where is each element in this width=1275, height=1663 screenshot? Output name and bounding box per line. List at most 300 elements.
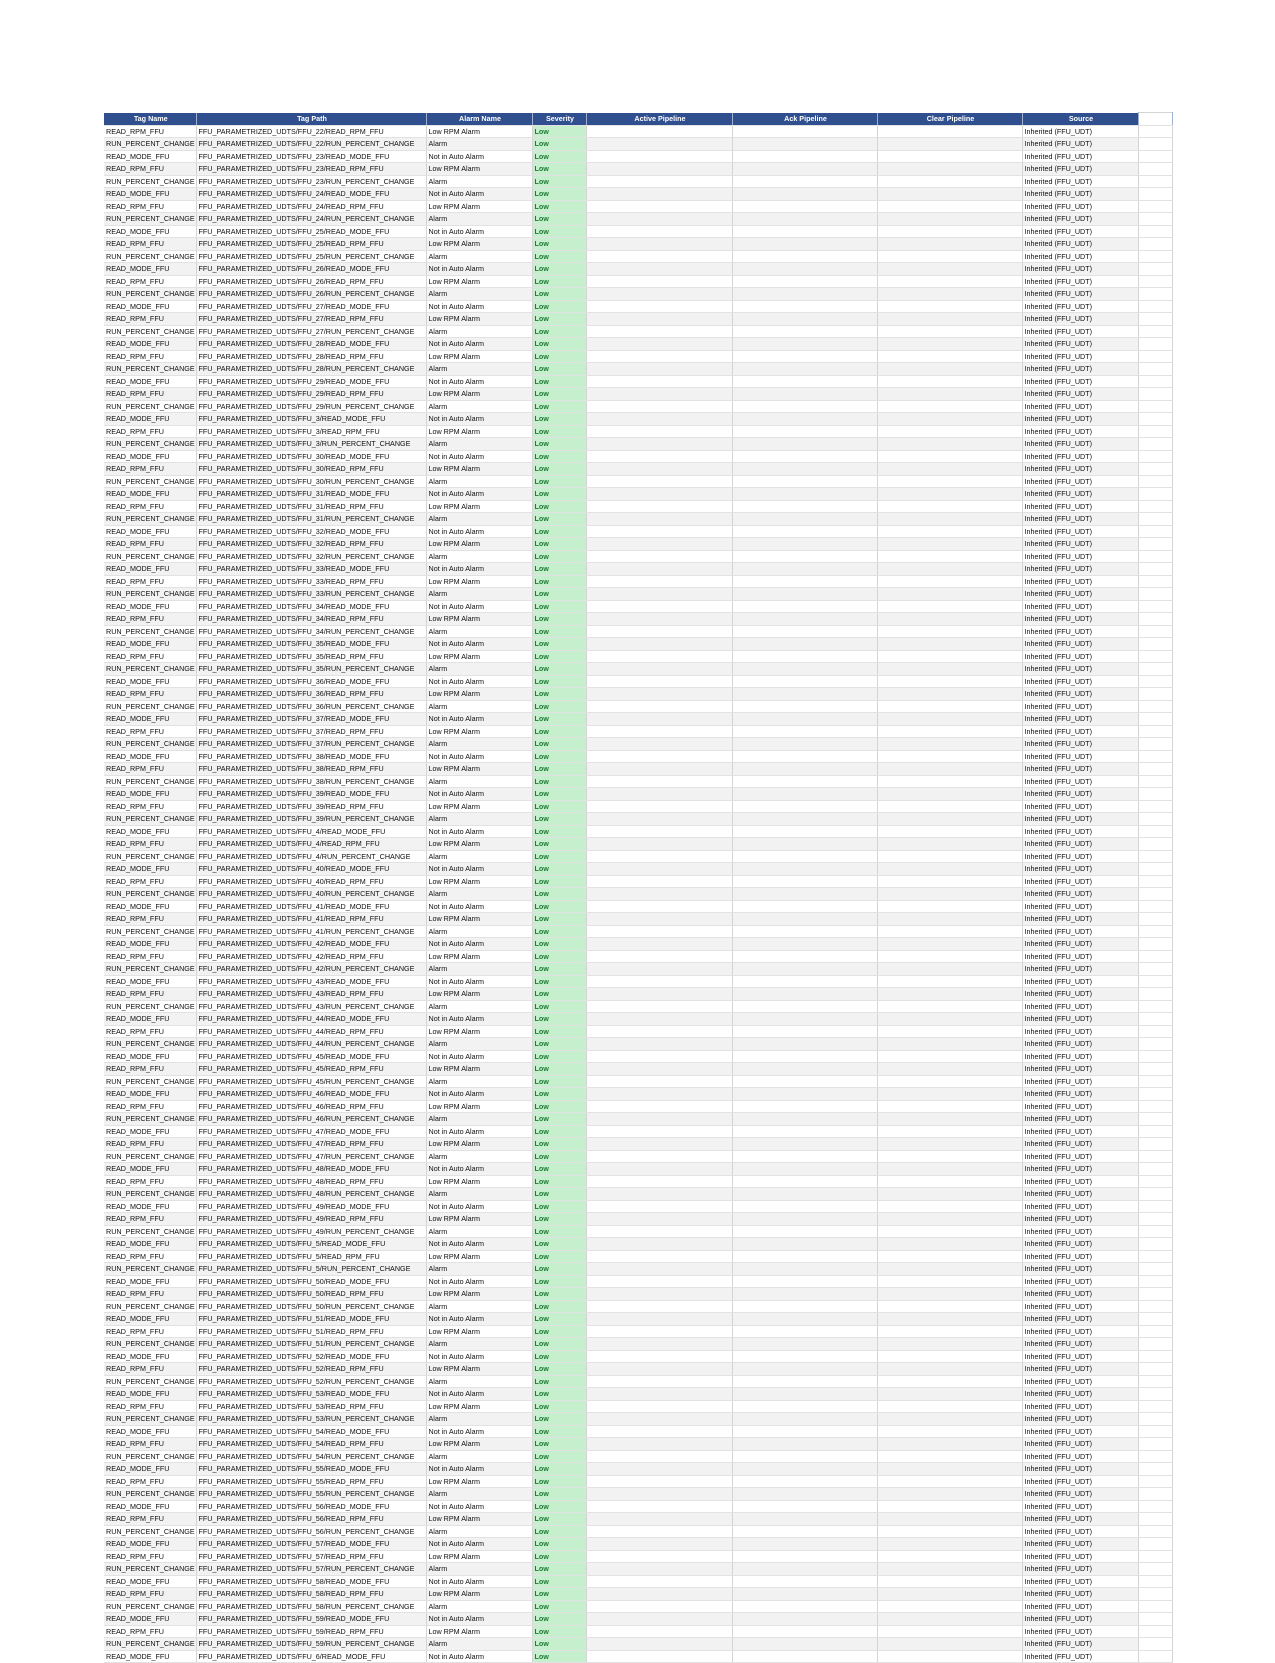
table-row [104, 963, 1172, 976]
cell-alarm-name: Not in Auto Alarm [426, 750, 532, 763]
cell-tag-path: FFU_PARAMETRIZED_UDTS/FFU_47/READ_MODE_FFU [196, 1125, 426, 1138]
cell-tag-name: READ_MODE_FFU [104, 1200, 196, 1213]
cell-source: Inherited (FFU_UDT) [1022, 588, 1138, 601]
cell-clear-pipeline [877, 1363, 1022, 1376]
cell-source: Inherited (FFU_UDT) [1022, 1550, 1138, 1563]
cell-severity: Low [532, 125, 586, 138]
table-row [104, 800, 1172, 813]
cell-tag-name: READ_RPM_FFU [104, 350, 196, 363]
cell-empty [1138, 1588, 1172, 1601]
cell-tag-name: READ_RPM_FFU [104, 313, 196, 326]
cell-tag-path: FFU_PARAMETRIZED_UDTS/FFU_51/RUN_PERCENT_CHANGE [196, 1338, 426, 1351]
cell-ack-pipeline [732, 1388, 877, 1401]
table-row [104, 1563, 1172, 1576]
cell-tag-name: RUN_PERCENT_CHANGE [106, 139, 195, 148]
cell-source: Inherited (FFU_UDT) [1022, 188, 1138, 201]
cell-severity: Low [532, 300, 586, 313]
cell-empty [1138, 713, 1172, 726]
cell-clear-pipeline [877, 1525, 1022, 1538]
cell-tag-name: READ_MODE_FFU [104, 1463, 196, 1476]
cell-severity: Low [532, 600, 586, 613]
cell-severity: Low [532, 475, 586, 488]
cell-alarm-name: Not in Auto Alarm [426, 300, 532, 313]
cell-empty [1138, 700, 1172, 713]
table-row [104, 175, 1172, 188]
cell-source: Inherited (FFU_UDT) [1022, 1100, 1138, 1113]
cell-source: Inherited (FFU_UDT) [1022, 800, 1138, 813]
cell-empty [1138, 400, 1172, 413]
cell-source: Inherited (FFU_UDT) [1022, 400, 1138, 413]
cell-tag-name: READ_MODE_FFU [104, 713, 196, 726]
cell-clear-pipeline [877, 1500, 1022, 1513]
cell-empty [1138, 675, 1172, 688]
cell-empty [1138, 213, 1172, 226]
cell-clear-pipeline [877, 513, 1022, 526]
cell-tag-path: FFU_PARAMETRIZED_UDTS/FFU_42/RUN_PERCENT_CHANGE [196, 963, 426, 976]
cell-alarm-name: Alarm [426, 1300, 532, 1313]
cell-severity: Low [532, 700, 586, 713]
header-severity: Severity [532, 113, 586, 126]
table-row [104, 1325, 1172, 1338]
cell-tag-path: FFU_PARAMETRIZED_UDTS/FFU_51/READ_MODE_FFU [196, 1313, 426, 1326]
cell-clear-pipeline [877, 188, 1022, 201]
cell-clear-pipeline [877, 1163, 1022, 1176]
cell-empty [1138, 750, 1172, 763]
cell-severity: Low [532, 338, 586, 351]
cell-clear-pipeline [877, 1075, 1022, 1088]
cell-ack-pipeline [732, 925, 877, 938]
cell-clear-pipeline [877, 1425, 1022, 1438]
cell-active-pipeline [586, 263, 732, 276]
cell-severity: Low [532, 1113, 586, 1126]
cell-tag-name: READ_MODE_FFU [104, 750, 196, 763]
cell-tag-name: READ_MODE_FFU [104, 1313, 196, 1326]
cell-source: Inherited (FFU_UDT) [1022, 1438, 1138, 1451]
cell-source: Inherited (FFU_UDT) [1022, 1213, 1138, 1226]
cell-severity: Low [532, 575, 586, 588]
cell-severity: Low [532, 675, 586, 688]
cell-clear-pipeline [877, 1263, 1022, 1276]
cell-severity: Low [532, 1388, 586, 1401]
table-row [104, 813, 1172, 826]
cell-empty [1138, 200, 1172, 213]
cell-ack-pipeline [732, 688, 877, 701]
cell-source: Inherited (FFU_UDT) [1022, 1475, 1138, 1488]
cell-tag-name: RUN_PERCENT_CHANGE [106, 1601, 195, 1611]
cell-tag-path: FFU_PARAMETRIZED_UDTS/FFU_25/READ_RPM_FFU [196, 238, 426, 251]
cell-active-pipeline [586, 1275, 732, 1288]
cell-active-pipeline [586, 1225, 732, 1238]
cell-source: Inherited (FFU_UDT) [1022, 238, 1138, 251]
cell-tag-name: READ_MODE_FFU [104, 263, 196, 276]
cell-active-pipeline [586, 1300, 732, 1313]
cell-source: Inherited (FFU_UDT) [1022, 438, 1138, 451]
table-row [104, 1213, 1172, 1226]
cell-alarm-name: Alarm [426, 738, 532, 751]
cell-ack-pipeline [732, 938, 877, 951]
cell-source: Inherited (FFU_UDT) [1022, 275, 1138, 288]
cell-tag-path: FFU_PARAMETRIZED_UDTS/FFU_49/RUN_PERCENT_CHANGE [196, 1225, 426, 1238]
cell-severity: Low [532, 1325, 586, 1338]
cell-severity: Low [532, 1163, 586, 1176]
cell-clear-pipeline [877, 250, 1022, 263]
cell-active-pipeline [586, 1250, 732, 1263]
cell-tag-path: FFU_PARAMETRIZED_UDTS/FFU_39/READ_MODE_FFU [196, 788, 426, 801]
cell-clear-pipeline [877, 1563, 1022, 1576]
cell-severity: Low [532, 1400, 586, 1413]
cell-clear-pipeline [877, 325, 1022, 338]
cell-alarm-name: Alarm [426, 213, 532, 226]
cell-empty [1138, 1375, 1172, 1388]
cell-tag-name: RUN_PERCENT_CHANGE [106, 1339, 195, 1348]
cell-clear-pipeline [877, 225, 1022, 238]
cell-severity: Low [532, 1613, 586, 1626]
table-row [104, 888, 1172, 901]
cell-alarm-name: Alarm [426, 250, 532, 263]
cell-ack-pipeline [732, 313, 877, 326]
table-row [104, 538, 1172, 551]
cell-source: Inherited (FFU_UDT) [1022, 363, 1138, 376]
cell-active-pipeline [586, 1313, 732, 1326]
cell-clear-pipeline [877, 550, 1022, 563]
cell-ack-pipeline [732, 300, 877, 313]
cell-clear-pipeline [877, 275, 1022, 288]
cell-severity: Low [532, 425, 586, 438]
cell-clear-pipeline [877, 675, 1022, 688]
table-row [104, 700, 1172, 713]
cell-tag-name: READ_MODE_FFU [104, 1238, 196, 1251]
cell-clear-pipeline [877, 1600, 1022, 1613]
cell-tag-name: RUN_PERCENT_CHANGE [106, 1226, 195, 1236]
cell-severity: Low [532, 1025, 586, 1038]
cell-severity: Low [532, 1288, 586, 1301]
cell-clear-pipeline [877, 938, 1022, 951]
cell-tag-name: READ_RPM_FFU [104, 1475, 196, 1488]
cell-severity: Low [532, 1563, 586, 1576]
cell-source: Inherited (FFU_UDT) [1022, 425, 1138, 438]
cell-empty [1138, 288, 1172, 301]
cell-source: Inherited (FFU_UDT) [1022, 1575, 1138, 1588]
cell-tag-name: READ_RPM_FFU [104, 1138, 196, 1151]
cell-severity: Low [532, 1225, 586, 1238]
cell-tag-name: RUN_PERCENT_CHANGE [106, 776, 195, 786]
cell-empty [1138, 300, 1172, 313]
cell-alarm-name: Alarm [426, 1150, 532, 1163]
cell-severity: Low [532, 688, 586, 701]
cell-tag-name: READ_RPM_FFU [104, 1063, 196, 1076]
cell-alarm-name: Low RPM Alarm [426, 1588, 532, 1601]
cell-alarm-name: Low RPM Alarm [426, 200, 532, 213]
cell-severity: Low [532, 988, 586, 1001]
cell-source: Inherited (FFU_UDT) [1022, 138, 1138, 151]
cell-empty [1138, 1225, 1172, 1238]
cell-ack-pipeline [732, 188, 877, 201]
cell-ack-pipeline [732, 850, 877, 863]
cell-tag-path: FFU_PARAMETRIZED_UDTS/FFU_49/READ_MODE_FFU [196, 1200, 426, 1213]
table-row [104, 1588, 1172, 1601]
table-row [104, 313, 1172, 326]
cell-active-pipeline [586, 1625, 732, 1638]
table-row [104, 1400, 1172, 1413]
cell-active-pipeline [586, 1400, 732, 1413]
cell-severity: Low [532, 975, 586, 988]
cell-empty [1138, 1463, 1172, 1476]
cell-source: Inherited (FFU_UDT) [1022, 1125, 1138, 1138]
cell-clear-pipeline [877, 1250, 1022, 1263]
cell-tag-name: READ_MODE_FFU [104, 600, 196, 613]
cell-alarm-name: Alarm [426, 175, 532, 188]
cell-tag-name: RUN_PERCENT_CHANGE [106, 1376, 195, 1386]
cell-alarm-name: Alarm [426, 1075, 532, 1088]
cell-active-pipeline [586, 663, 732, 676]
cell-clear-pipeline [877, 1300, 1022, 1313]
cell-empty [1138, 625, 1172, 638]
cell-alarm-name: Alarm [426, 663, 532, 676]
cell-severity: Low [532, 813, 586, 826]
cell-ack-pipeline [732, 488, 877, 501]
cell-source: Inherited (FFU_UDT) [1022, 625, 1138, 638]
cell-ack-pipeline [732, 1325, 877, 1338]
cell-empty [1138, 1125, 1172, 1138]
cell-active-pipeline [586, 463, 732, 476]
table-row [104, 675, 1172, 688]
cell-active-pipeline [586, 163, 732, 176]
cell-active-pipeline [586, 1100, 732, 1113]
cell-tag-path: FFU_PARAMETRIZED_UDTS/FFU_31/READ_RPM_FFU [196, 500, 426, 513]
cell-tag-name: READ_MODE_FFU [104, 300, 196, 313]
cell-empty [1138, 438, 1172, 451]
cell-active-pipeline [586, 688, 732, 701]
cell-ack-pipeline [732, 1025, 877, 1038]
cell-source: Inherited (FFU_UDT) [1022, 1500, 1138, 1513]
cell-clear-pipeline [877, 375, 1022, 388]
cell-tag-name: RUN_PERCENT_CHANGE [106, 1564, 195, 1573]
cell-tag-path: FFU_PARAMETRIZED_UDTS/FFU_34/READ_MODE_FFU [196, 600, 426, 613]
cell-empty [1138, 1263, 1172, 1276]
cell-source: Inherited (FFU_UDT) [1022, 1625, 1138, 1638]
cell-tag-name: RUN_PERCENT_CHANGE [106, 1451, 195, 1461]
cell-active-pipeline [586, 250, 732, 263]
cell-clear-pipeline [877, 1450, 1022, 1463]
cell-active-pipeline [586, 1463, 732, 1476]
cell-ack-pipeline [732, 463, 877, 476]
cell-clear-pipeline [877, 1338, 1022, 1351]
cell-ack-pipeline [732, 738, 877, 751]
cell-severity: Low [532, 1038, 586, 1051]
cell-empty [1138, 513, 1172, 526]
cell-clear-pipeline [877, 500, 1022, 513]
table-row [104, 1538, 1172, 1551]
cell-tag-path: FFU_PARAMETRIZED_UDTS/FFU_50/READ_RPM_FFU [196, 1288, 426, 1301]
cell-source: Inherited (FFU_UDT) [1022, 1363, 1138, 1376]
cell-severity: Low [532, 1300, 586, 1313]
cell-active-pipeline [586, 138, 732, 151]
cell-ack-pipeline [732, 650, 877, 663]
cell-active-pipeline [586, 1488, 732, 1501]
cell-source: Inherited (FFU_UDT) [1022, 125, 1138, 138]
cell-empty [1138, 1500, 1172, 1513]
cell-source: Inherited (FFU_UDT) [1022, 1063, 1138, 1076]
cell-ack-pipeline [732, 1538, 877, 1551]
cell-source: Inherited (FFU_UDT) [1022, 1588, 1138, 1601]
cell-clear-pipeline [877, 588, 1022, 601]
cell-tag-name: READ_MODE_FFU [104, 638, 196, 651]
cell-empty [1138, 1113, 1172, 1126]
cell-tag-path: FFU_PARAMETRIZED_UDTS/FFU_37/READ_MODE_FFU [196, 713, 426, 726]
cell-empty [1138, 938, 1172, 951]
cell-empty [1138, 600, 1172, 613]
cell-tag-name: READ_MODE_FFU [104, 788, 196, 801]
cell-alarm-name: Alarm [426, 775, 532, 788]
cell-ack-pipeline [732, 325, 877, 338]
cell-active-pipeline [586, 238, 732, 251]
cell-active-pipeline [586, 1213, 732, 1226]
cell-active-pipeline [586, 1125, 732, 1138]
cell-active-pipeline [586, 1113, 732, 1126]
cell-source: Inherited (FFU_UDT) [1022, 1200, 1138, 1213]
cell-ack-pipeline [732, 588, 877, 601]
cell-active-pipeline [586, 1550, 732, 1563]
cell-tag-path: FFU_PARAMETRIZED_UDTS/FFU_22/READ_RPM_FFU [196, 125, 426, 138]
cell-tag-name: READ_RPM_FFU [104, 1550, 196, 1563]
cell-alarm-name: Not in Auto Alarm [426, 900, 532, 913]
cell-clear-pipeline [877, 338, 1022, 351]
cell-severity: Low [532, 1525, 586, 1538]
cell-alarm-name: Low RPM Alarm [426, 838, 532, 851]
cell-tag-name: READ_RPM_FFU [104, 463, 196, 476]
cell-severity: Low [532, 938, 586, 951]
cell-severity: Low [532, 350, 586, 363]
table-row [104, 1263, 1172, 1276]
cell-tag-path: FFU_PARAMETRIZED_UDTS/FFU_35/RUN_PERCENT_CHANGE [196, 663, 426, 676]
cell-alarm-name: Alarm [426, 625, 532, 638]
cell-alarm-name: Alarm [426, 700, 532, 713]
cell-ack-pipeline [732, 1475, 877, 1488]
cell-ack-pipeline [732, 338, 877, 351]
cell-source: Inherited (FFU_UDT) [1022, 850, 1138, 863]
cell-severity: Low [532, 713, 586, 726]
cell-severity: Low [532, 863, 586, 876]
cell-source: Inherited (FFU_UDT) [1022, 1538, 1138, 1551]
cell-severity: Low [532, 1463, 586, 1476]
cell-ack-pipeline [732, 500, 877, 513]
cell-tag-name: RUN_PERCENT_CHANGE [106, 814, 195, 823]
cell-active-pipeline [586, 888, 732, 901]
cell-tag-path: FFU_PARAMETRIZED_UDTS/FFU_30/RUN_PERCENT_CHANGE [196, 475, 426, 488]
cell-tag-name: READ_MODE_FFU [104, 1275, 196, 1288]
table-row [104, 450, 1172, 463]
cell-severity: Low [532, 1588, 586, 1601]
cell-severity: Low [532, 263, 586, 276]
cell-ack-pipeline [732, 275, 877, 288]
cell-empty [1138, 888, 1172, 901]
cell-ack-pipeline [732, 1450, 877, 1463]
table-row [104, 1238, 1172, 1251]
cell-clear-pipeline [877, 1238, 1022, 1251]
table-row [104, 1625, 1172, 1638]
cell-tag-path: FFU_PARAMETRIZED_UDTS/FFU_34/READ_RPM_FFU [196, 613, 426, 626]
cell-alarm-name: Not in Auto Alarm [426, 525, 532, 538]
cell-ack-pipeline [732, 1200, 877, 1213]
cell-tag-name: READ_RPM_FFU [104, 725, 196, 738]
cell-ack-pipeline [732, 1525, 877, 1538]
cell-clear-pipeline [877, 263, 1022, 276]
cell-tag-path: FFU_PARAMETRIZED_UDTS/FFU_28/READ_MODE_FFU [196, 338, 426, 351]
cell-severity: Low [532, 1100, 586, 1113]
cell-severity: Low [532, 1213, 586, 1226]
cell-active-pipeline [586, 650, 732, 663]
cell-severity: Low [532, 838, 586, 851]
cell-alarm-name: Not in Auto Alarm [426, 263, 532, 276]
cell-active-pipeline [586, 225, 732, 238]
cell-severity: Low [532, 725, 586, 738]
cell-tag-name: READ_RPM_FFU [104, 200, 196, 213]
cell-source: Inherited (FFU_UDT) [1022, 750, 1138, 763]
table-row [104, 1175, 1172, 1188]
cell-source: Inherited (FFU_UDT) [1022, 1650, 1138, 1663]
cell-source: Inherited (FFU_UDT) [1022, 1175, 1138, 1188]
cell-severity: Low [532, 1150, 586, 1163]
cell-tag-path: FFU_PARAMETRIZED_UDTS/FFU_42/READ_MODE_FFU [196, 938, 426, 951]
cell-ack-pipeline [732, 913, 877, 926]
cell-clear-pipeline [877, 775, 1022, 788]
cell-tag-name: READ_RPM_FFU [104, 613, 196, 626]
cell-clear-pipeline [877, 663, 1022, 676]
cell-alarm-name: Alarm [426, 400, 532, 413]
cell-tag-name: READ_MODE_FFU [104, 1613, 196, 1626]
cell-clear-pipeline [877, 563, 1022, 576]
cell-ack-pipeline [732, 788, 877, 801]
cell-clear-pipeline [877, 1463, 1022, 1476]
cell-active-pipeline [586, 1650, 732, 1663]
cell-tag-path: FFU_PARAMETRIZED_UDTS/FFU_59/READ_MODE_FFU [196, 1613, 426, 1626]
cell-source: Inherited (FFU_UDT) [1022, 1600, 1138, 1613]
cell-empty [1138, 775, 1172, 788]
cell-active-pipeline [586, 1375, 732, 1388]
cell-source: Inherited (FFU_UDT) [1022, 550, 1138, 563]
cell-source: Inherited (FFU_UDT) [1022, 938, 1138, 951]
cell-ack-pipeline [732, 1650, 877, 1663]
table-row [104, 1363, 1172, 1376]
table-row [104, 550, 1172, 563]
cell-ack-pipeline [732, 1038, 877, 1051]
cell-ack-pipeline [732, 800, 877, 813]
cell-ack-pipeline [732, 213, 877, 226]
cell-active-pipeline [586, 288, 732, 301]
cell-tag-name: READ_RPM_FFU [104, 1625, 196, 1638]
cell-empty [1138, 1363, 1172, 1376]
cell-severity: Low [532, 1550, 586, 1563]
cell-severity: Low [532, 763, 586, 776]
cell-clear-pipeline [877, 875, 1022, 888]
cell-tag-name: READ_MODE_FFU [104, 375, 196, 388]
cell-tag-path: FFU_PARAMETRIZED_UDTS/FFU_24/RUN_PERCENT_CHANGE [196, 213, 426, 226]
cell-alarm-name: Alarm [426, 1188, 532, 1201]
cell-tag-path: FFU_PARAMETRIZED_UDTS/FFU_38/READ_RPM_FFU [196, 763, 426, 776]
table-row [104, 1450, 1172, 1463]
cell-tag-name: RUN_PERCENT_CHANGE [106, 851, 195, 861]
cell-clear-pipeline [877, 1538, 1022, 1551]
cell-clear-pipeline [877, 975, 1022, 988]
cell-tag-name: READ_MODE_FFU [104, 563, 196, 576]
cell-tag-name: RUN_PERCENT_CHANGE [106, 176, 195, 186]
cell-severity: Low [532, 788, 586, 801]
cell-active-pipeline [586, 1000, 732, 1013]
cell-alarm-name: Low RPM Alarm [426, 538, 532, 551]
cell-clear-pipeline [877, 538, 1022, 551]
table-row [104, 1188, 1172, 1201]
cell-tag-path: FFU_PARAMETRIZED_UDTS/FFU_37/READ_RPM_FFU [196, 725, 426, 738]
